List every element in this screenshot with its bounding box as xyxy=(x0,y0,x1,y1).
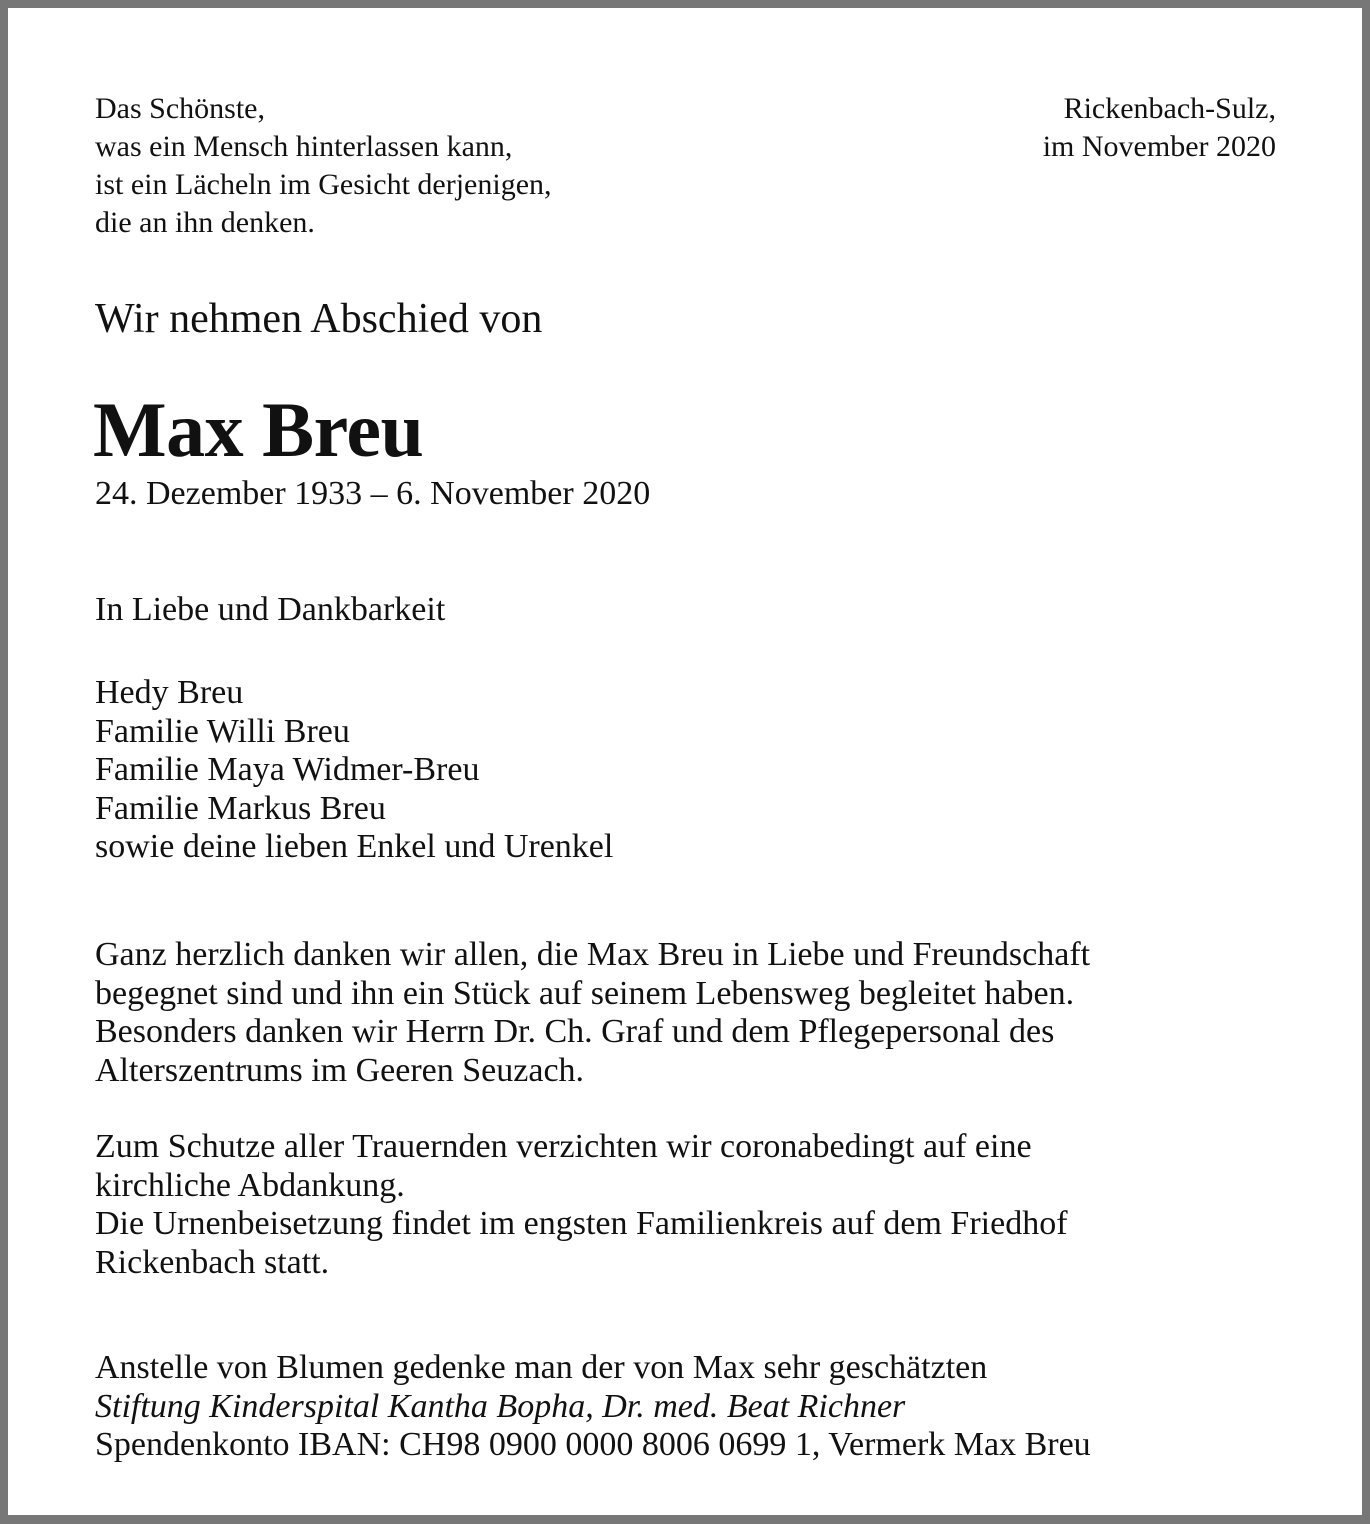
dedication: In Liebe und Dankbarkeit xyxy=(95,591,446,628)
mourners-list xyxy=(95,674,613,867)
place: Rickenbach-Sulz, xyxy=(1063,92,1276,125)
mourner: Familie Markus Breu xyxy=(95,789,386,827)
farewell-intro: Wir nehmen Abschied von xyxy=(95,296,543,342)
donation-info xyxy=(95,1349,1091,1465)
place-and-date xyxy=(1043,90,1276,166)
notice-line: Zum Schutze aller Trauernden verzichten wir coronabedingt auf eine xyxy=(95,1128,1032,1165)
notice-line: Rickenbach statt. xyxy=(95,1243,330,1281)
motto-line: Das Schönste, xyxy=(95,92,265,125)
deceased-name: Max Breu xyxy=(93,386,424,473)
life-dates: 24. Dezember 1933 – 6. November 2020 xyxy=(95,475,651,512)
thanks-line: Alterszentrums im Geeren Seuzach. xyxy=(95,1051,585,1089)
notice-line: kirchliche Abdankung. xyxy=(95,1166,405,1204)
mourner: sowie deine lieben Enkel und Urenkel xyxy=(95,828,614,865)
thanks-line: begegnet sind und ihn ein Stück auf seinem Lebensweg begleitet haben. xyxy=(95,974,1075,1012)
motto-line: was ein Mensch hinterlassen kann, xyxy=(95,130,513,163)
obituary-page xyxy=(8,8,1362,1515)
motto-quote xyxy=(95,90,552,242)
notice-line: Die Urnenbeisetzung findet im engsten Familienkreis auf dem Friedhof xyxy=(95,1205,1068,1242)
thanks-line: Besonders danken wir Herrn Dr. Ch. Graf und dem Pflegepersonal des xyxy=(95,1013,1055,1050)
foundation-name: Stiftung Kinderspital Kantha Bopha, Dr. med. Beat Richner xyxy=(95,1387,906,1425)
date: im November 2020 xyxy=(1042,130,1276,163)
motto-line: ist ein Lächeln im Gesicht derjenigen, xyxy=(95,168,552,201)
donation-account: Spendenkonto IBAN: CH98 0900 0000 8006 0699 1, Vermerk Max Breu xyxy=(95,1426,1091,1463)
thanks-line: Ganz herzlich danken wir allen, die Max Breu in Liebe und Freundschaft xyxy=(95,936,1091,973)
motto-line: die an ihn denken. xyxy=(95,206,315,239)
donation-intro: Anstelle von Blumen gedenke man der von Max sehr geschätzten xyxy=(95,1349,988,1386)
mourner: Familie Willi Breu xyxy=(95,712,350,750)
funeral-notice xyxy=(95,1128,1068,1282)
mourner: Hedy Breu xyxy=(95,674,244,711)
thanks-paragraph xyxy=(95,936,1090,1090)
mourner: Familie Maya Widmer-Breu xyxy=(95,751,480,788)
